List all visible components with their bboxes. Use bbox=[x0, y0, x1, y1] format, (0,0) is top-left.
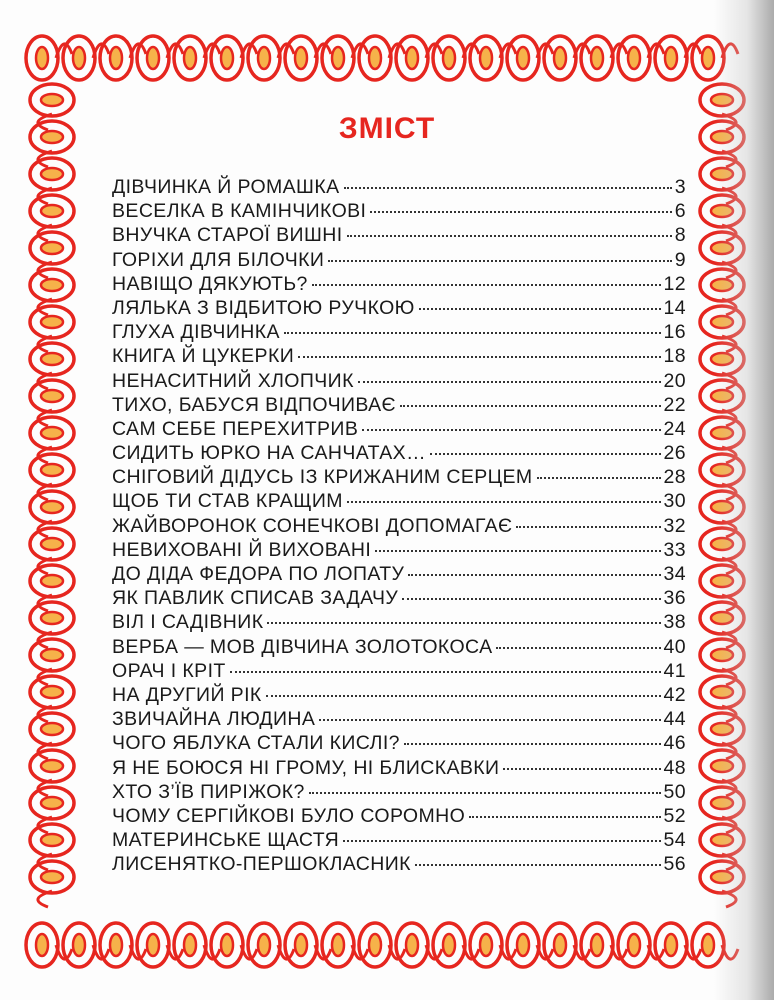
toc-entry-page-number: 54 bbox=[663, 829, 686, 852]
table-of-contents bbox=[112, 175, 686, 876]
ornament-loop bbox=[211, 923, 257, 967]
toc-entry bbox=[112, 199, 686, 223]
ornament-loop bbox=[655, 923, 701, 967]
toc-entry-page-number: 3 bbox=[674, 176, 686, 198]
ornament-loop bbox=[433, 36, 479, 80]
toc-entry bbox=[112, 731, 686, 755]
ornament-loop bbox=[248, 923, 294, 967]
toc-entry-title: ЧОМУ СЕРГІЙКОВІ БУЛО СОРОМНО bbox=[112, 804, 466, 827]
toc-entry-page-number: 56 bbox=[663, 853, 686, 876]
toc-dot-leader bbox=[344, 187, 672, 189]
toc-entry-page-number: 16 bbox=[663, 321, 686, 344]
toc-entry bbox=[112, 489, 686, 513]
toc-entry bbox=[112, 780, 686, 804]
toc-entry bbox=[112, 804, 686, 828]
ornament-loop bbox=[470, 36, 516, 80]
toc-dot-leader bbox=[284, 332, 661, 334]
toc-dot-leader bbox=[496, 647, 660, 649]
toc-dot-leader bbox=[362, 429, 660, 431]
ornament-loop bbox=[30, 750, 74, 796]
ornament-loop bbox=[618, 36, 664, 80]
ornament-loop bbox=[285, 36, 331, 80]
toc-entry-page-number: 46 bbox=[663, 732, 686, 755]
ornament-loop bbox=[63, 36, 109, 80]
toc-dot-leader bbox=[312, 284, 661, 286]
ornament-loop bbox=[26, 36, 72, 80]
toc-entry-title: ВНУЧКА СТАРОЇ ВИШНІ bbox=[112, 224, 343, 247]
ornament-loop bbox=[655, 36, 701, 80]
ornament-loop bbox=[30, 787, 74, 833]
toc-dot-leader bbox=[319, 719, 660, 721]
ornament-loop bbox=[30, 639, 74, 685]
toc-dot-leader bbox=[309, 792, 661, 794]
ornament-loop bbox=[30, 676, 74, 722]
ornament-loop bbox=[581, 923, 627, 967]
toc-entry-page-number: 40 bbox=[663, 635, 686, 658]
ornament-loop bbox=[30, 380, 74, 426]
toc-entry-page-number: 22 bbox=[663, 393, 686, 416]
ornament-loop bbox=[30, 306, 74, 352]
ornament-loop bbox=[359, 923, 405, 967]
toc-dot-leader bbox=[343, 840, 660, 842]
ornament-loop bbox=[544, 923, 590, 967]
toc-entry-title: ОРАЧ І КРІТ bbox=[112, 659, 226, 682]
ornament-loop bbox=[396, 36, 442, 80]
toc-entry-title: ТИХО, БАБУСЯ ВІДПОЧИВАЄ bbox=[112, 393, 396, 416]
toc-dot-leader bbox=[375, 550, 660, 552]
toc-entry-page-number: 34 bbox=[663, 563, 686, 585]
toc-dot-leader bbox=[408, 574, 660, 576]
toc-entry bbox=[112, 393, 686, 417]
toc-entry-title: ВЕСЕЛКА В КАМІНЧИКОВІ bbox=[112, 200, 367, 223]
toc-entry-title: ГЛУХА ДІВЧИНКА bbox=[112, 321, 280, 344]
toc-entry bbox=[112, 272, 686, 296]
ornament-loop bbox=[137, 36, 183, 80]
ornament-loop bbox=[285, 923, 331, 967]
ornament-loop bbox=[507, 36, 553, 80]
toc-entry-title: САМ СЕБЕ ПЕРЕХИТРИВ bbox=[112, 417, 359, 440]
toc-entry-title: МАТЕРИНСЬКЕ ЩАСТЯ bbox=[112, 829, 340, 852]
ornament-loop bbox=[470, 923, 516, 967]
ornament-loop bbox=[359, 36, 405, 80]
ornament-loop bbox=[100, 923, 146, 967]
ornament-loop bbox=[618, 923, 664, 967]
ornament-loop bbox=[174, 36, 220, 80]
toc-dot-leader bbox=[503, 768, 660, 770]
toc-entry-title: ЗВИЧАЙНА ЛЮДИНА bbox=[112, 708, 316, 731]
toc-dot-leader bbox=[404, 743, 661, 745]
toc-entry-page-number: 42 bbox=[663, 683, 686, 706]
toc-entry-page-number: 33 bbox=[663, 538, 686, 561]
toc-dot-leader bbox=[347, 235, 672, 237]
toc-entry-page-number: 26 bbox=[663, 442, 686, 465]
toc-dot-leader bbox=[267, 622, 660, 624]
toc-entry-title: ЯК ПАВЛИК СПИСАВ ЗАДАЧУ bbox=[112, 587, 399, 610]
toc-dot-leader bbox=[430, 453, 661, 455]
toc-dot-leader bbox=[400, 405, 661, 407]
ornament-loop bbox=[30, 602, 74, 648]
toc-entry-page-number: 32 bbox=[663, 514, 686, 537]
toc-entry bbox=[112, 465, 686, 489]
toc-entry-page-number: 6 bbox=[674, 200, 686, 223]
toc-entry bbox=[112, 707, 686, 731]
toc-entry bbox=[112, 223, 686, 247]
page-spine-shadow bbox=[714, 0, 774, 1000]
ornament-loop bbox=[248, 36, 294, 80]
ornament-loop bbox=[433, 923, 479, 967]
toc-entry-page-number: 38 bbox=[663, 611, 686, 634]
toc-entry-title: ДО ДІДА ФЕДОРА ПО ЛОПАТУ bbox=[112, 563, 405, 585]
toc-dot-leader bbox=[298, 356, 660, 358]
toc-entry bbox=[112, 514, 686, 538]
ornament-loop bbox=[26, 923, 72, 967]
ornament-loop bbox=[30, 824, 74, 870]
toc-entry-page-number: 24 bbox=[663, 417, 686, 440]
ornament-loop bbox=[322, 923, 368, 967]
toc-entry bbox=[112, 756, 686, 780]
toc-entry bbox=[112, 610, 686, 634]
toc-entry bbox=[112, 683, 686, 707]
ornament-loop bbox=[30, 565, 74, 611]
ornament-loop bbox=[30, 861, 74, 907]
ornament-loop bbox=[507, 923, 553, 967]
toc-entry bbox=[112, 175, 686, 199]
toc-dot-leader bbox=[516, 526, 660, 528]
toc-entry-title: СИДИТЬ ЮРКО НА САНЧАТАХ… bbox=[112, 442, 426, 465]
toc-dot-leader bbox=[537, 477, 661, 479]
toc-dot-leader bbox=[402, 598, 660, 600]
toc-entry-page-number: 9 bbox=[674, 248, 686, 271]
toc-entry bbox=[112, 828, 686, 852]
toc-entry-page-number: 12 bbox=[663, 272, 686, 295]
toc-entry-title: НЕВИХОВАНІ Й ВИХОВАНІ bbox=[112, 538, 372, 561]
toc-entry bbox=[112, 344, 686, 368]
ornament-loop bbox=[174, 923, 220, 967]
toc-entry-title: НАВІЩО ДЯКУЮТЬ? bbox=[112, 272, 308, 295]
toc-entry bbox=[112, 659, 686, 683]
toc-dot-leader bbox=[370, 211, 671, 213]
toc-entry-title: СНІГОВИЙ ДІДУСЬ ІЗ КРИЖАНИМ СЕРЦЕМ bbox=[112, 466, 533, 489]
toc-entry-page-number: 36 bbox=[663, 587, 686, 610]
ornament-loop bbox=[30, 417, 74, 463]
ornament-loop bbox=[544, 36, 590, 80]
toc-dot-leader bbox=[358, 381, 661, 383]
toc-entry bbox=[112, 635, 686, 659]
toc-dot-leader bbox=[266, 695, 661, 697]
toc-entry-page-number: 41 bbox=[663, 659, 686, 682]
ornament-loop bbox=[581, 36, 627, 80]
toc-entry-title: ГОРІХИ ДЛЯ БІЛОЧКИ bbox=[112, 248, 325, 271]
ornament-loop bbox=[30, 269, 74, 315]
toc-dot-leader bbox=[415, 864, 661, 866]
toc-entry-title: ЛЯЛЬКА З ВІДБИТОЮ РУЧКОЮ bbox=[112, 296, 415, 319]
ornament-loop bbox=[211, 36, 257, 80]
toc-entry bbox=[112, 562, 686, 586]
toc-dot-leader bbox=[328, 260, 671, 262]
toc-dot-leader bbox=[469, 816, 660, 818]
ornament-loop bbox=[30, 454, 74, 500]
ornament-loop bbox=[30, 232, 74, 278]
toc-entry bbox=[112, 369, 686, 393]
ornament-loop bbox=[137, 923, 183, 967]
toc-entry-title: НА ДРУГИЙ РІК bbox=[112, 683, 262, 706]
toc-entry-title: ВІЛ І САДІВНИК bbox=[112, 611, 264, 634]
toc-entry-page-number: 14 bbox=[663, 296, 686, 319]
ornament-loop bbox=[30, 158, 74, 204]
toc-entry-page-number: 30 bbox=[663, 490, 686, 513]
toc-entry bbox=[112, 417, 686, 441]
ornament-loop bbox=[100, 36, 146, 80]
toc-entry-title: Я НЕ БОЮСЯ НІ ГРОМУ, НІ БЛИСКАВКИ bbox=[112, 756, 500, 779]
ornament-loop bbox=[63, 923, 109, 967]
toc-entry-title: ЩОБ ТИ СТАВ КРАЩИМ bbox=[112, 490, 343, 513]
toc-entry bbox=[112, 296, 686, 320]
toc-entry bbox=[112, 320, 686, 344]
toc-entry-title: КНИГА Й ЦУКЕРКИ bbox=[112, 345, 295, 368]
toc-dot-leader bbox=[419, 308, 661, 310]
toc-entry-page-number: 50 bbox=[663, 780, 686, 803]
toc-entry-page-number: 18 bbox=[663, 345, 686, 368]
toc-entry-title: ХТО З’ЇВ ПИРІЖОК? bbox=[112, 780, 305, 803]
toc-entry-page-number: 44 bbox=[663, 708, 686, 731]
toc-entry-page-number: 20 bbox=[663, 369, 686, 392]
toc-entry bbox=[112, 852, 686, 876]
toc-entry-title: ЧОГО ЯБЛУКА СТАЛИ КИСЛІ? bbox=[112, 732, 400, 755]
toc-entry bbox=[112, 248, 686, 272]
toc-entry bbox=[112, 586, 686, 610]
toc-entry-page-number: 28 bbox=[663, 466, 686, 489]
toc-dot-leader bbox=[347, 501, 661, 503]
ornament-loop bbox=[30, 491, 74, 537]
toc-entry-page-number: 8 bbox=[674, 224, 686, 247]
ornament-loop bbox=[396, 923, 442, 967]
toc-entry-title: ДІВЧИНКА Й РОМАШКА bbox=[112, 176, 340, 198]
toc-entry-page-number: 48 bbox=[663, 756, 686, 779]
toc-entry-title: НЕНАСИТНИЙ ХЛОПЧИК bbox=[112, 369, 354, 392]
toc-entry-title: ЖАЙВОРОНОК СОНЕЧКОВІ ДОПОМАГАЄ bbox=[112, 514, 513, 537]
ornament-loop bbox=[30, 343, 74, 389]
ornament-loop bbox=[322, 36, 368, 80]
ornament-loop bbox=[30, 528, 74, 574]
toc-entry-title: ЛИСЕНЯТКО-ПЕРШОКЛАСНИК bbox=[112, 853, 411, 876]
toc-entry bbox=[112, 538, 686, 562]
page-title: ЗМІСТ bbox=[338, 112, 436, 145]
ornament-loop bbox=[30, 713, 74, 759]
toc-dot-leader bbox=[230, 671, 661, 673]
toc-entry-title: ВЕРБА — МОВ ДІВЧИНА ЗОЛОТОКОСА bbox=[112, 635, 493, 658]
toc-entry bbox=[112, 441, 686, 465]
toc-entry-page-number: 52 bbox=[663, 804, 686, 827]
ornament-loop bbox=[30, 195, 74, 241]
